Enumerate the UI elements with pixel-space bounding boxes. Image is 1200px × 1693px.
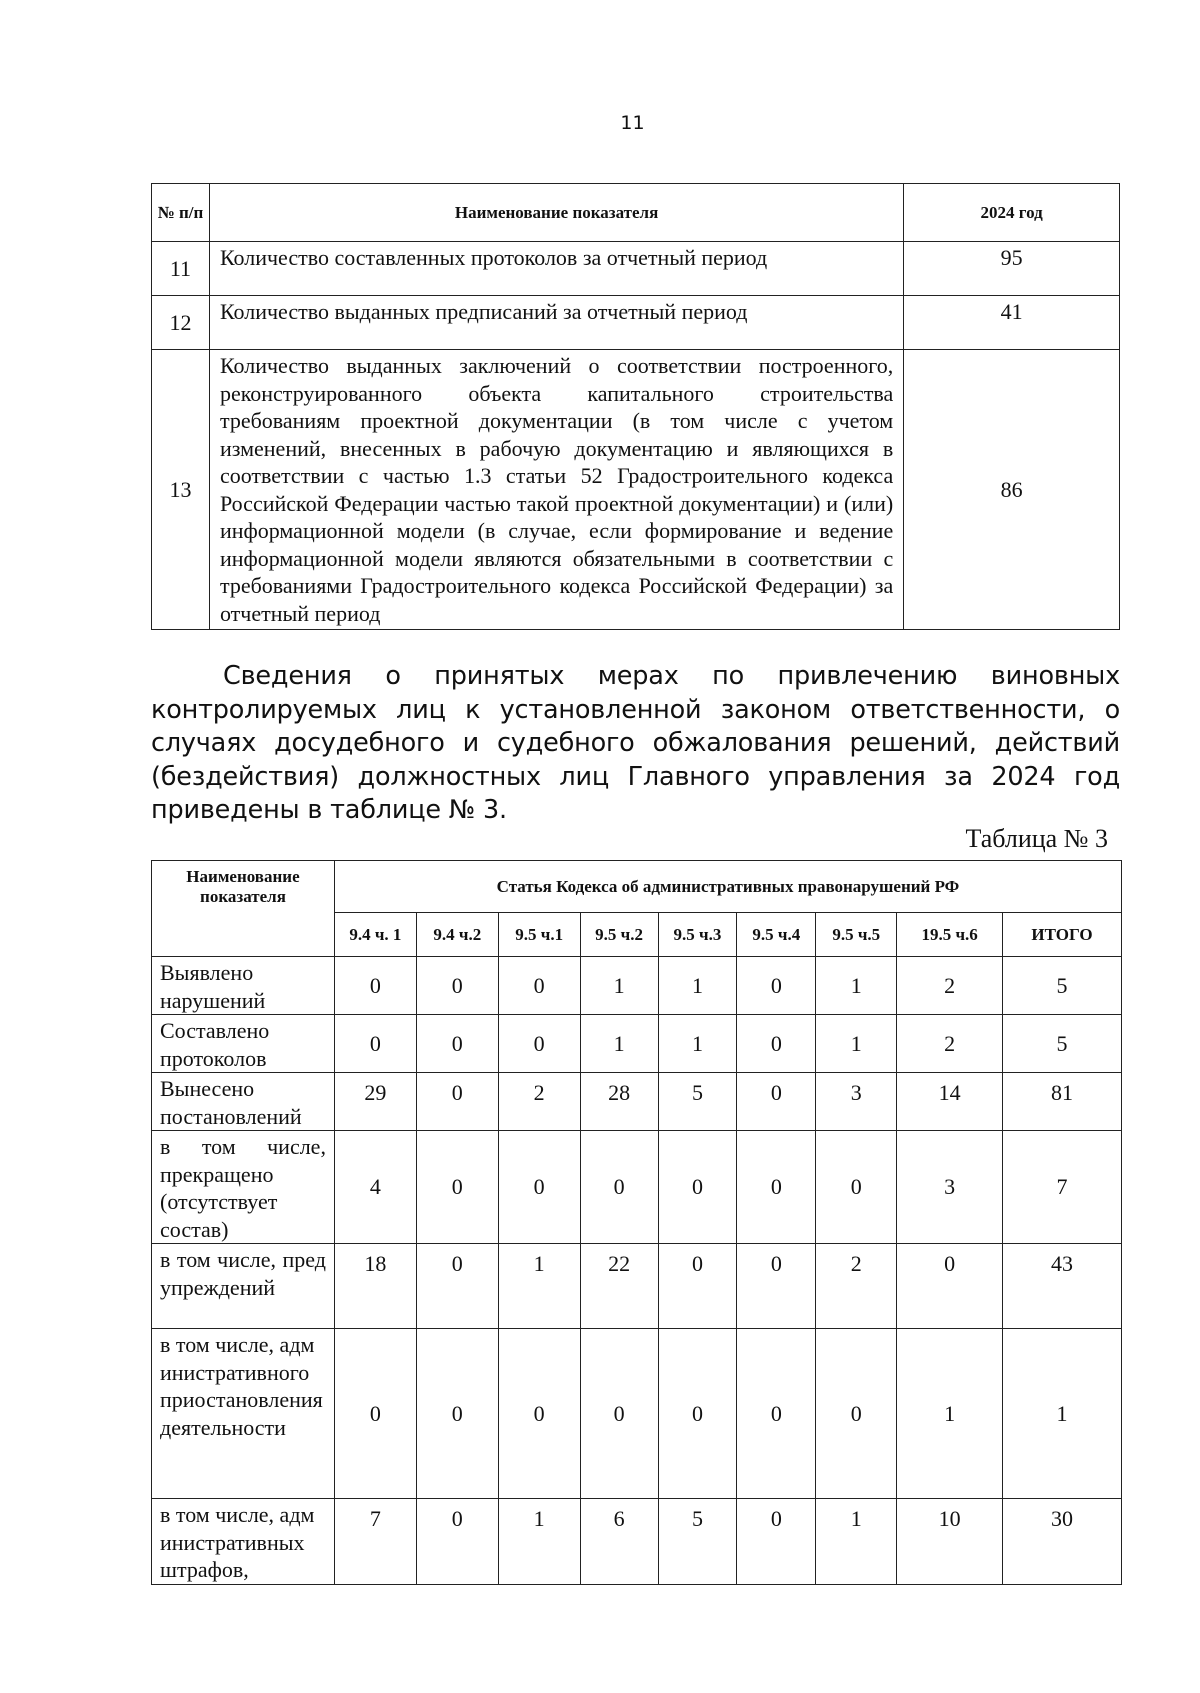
row-num: 11 [152, 242, 210, 296]
cell: 1 [580, 957, 658, 1015]
table-caption: Таблица № 3 [965, 824, 1108, 853]
cell: 0 [334, 957, 416, 1015]
header-year: 2024 год [904, 184, 1120, 242]
cell: 0 [658, 1329, 737, 1499]
row-value: 41 [904, 296, 1120, 350]
cell: 0 [580, 1329, 658, 1499]
cell: 0 [416, 1244, 498, 1329]
column-header: 9.4 ч. 1 [334, 913, 416, 957]
cell: 4 [334, 1131, 416, 1244]
cell: 0 [498, 1131, 580, 1244]
cell: 0 [334, 1329, 416, 1499]
cell: 0 [658, 1244, 737, 1329]
table-row [152, 1073, 1122, 1131]
row-name: Составлено протоколов [152, 1015, 335, 1073]
cell: 81 [1003, 1073, 1122, 1131]
column-header: 9.5 ч.1 [498, 913, 580, 957]
cell: 0 [897, 1244, 1003, 1329]
column-header: 9.5 ч.2 [580, 913, 658, 957]
cell: 0 [737, 957, 816, 1015]
header-indicator: Наименование показателя [152, 861, 335, 957]
table-row [152, 296, 1120, 350]
cell: 0 [816, 1131, 897, 1244]
column-header: ИТОГО [1003, 913, 1122, 957]
table-row [152, 242, 1120, 296]
cell: 0 [737, 1244, 816, 1329]
row-num: 13 [152, 350, 210, 630]
cell: 30 [1003, 1499, 1122, 1585]
cell: 0 [416, 1015, 498, 1073]
cell: 1 [1003, 1329, 1122, 1499]
cell: 3 [816, 1073, 897, 1131]
row-name: Вынесено постановлений [152, 1073, 335, 1131]
column-header: 19.5 ч.6 [897, 913, 1003, 957]
column-header: 9.5 ч.5 [816, 913, 897, 957]
row-name: в том числе, административных штрафов, [152, 1499, 335, 1585]
cell: 18 [334, 1244, 416, 1329]
cell: 0 [416, 1329, 498, 1499]
cell: 10 [897, 1499, 1003, 1585]
cell: 0 [737, 1499, 816, 1585]
cell: 1 [816, 1015, 897, 1073]
header-article-group: Статья Кодекса об административных правонарушений РФ [334, 861, 1121, 913]
cell: 7 [1003, 1131, 1122, 1244]
table-header-row [152, 861, 1122, 913]
table-row [152, 1131, 1122, 1244]
cell: 29 [334, 1073, 416, 1131]
cell: 2 [897, 1015, 1003, 1073]
row-num: 12 [152, 296, 210, 350]
cell: 3 [897, 1131, 1003, 1244]
violations-table [151, 860, 1122, 1585]
cell: 0 [498, 1015, 580, 1073]
column-header: 9.4 ч.2 [416, 913, 498, 957]
table-row [152, 1329, 1122, 1499]
cell: 0 [580, 1131, 658, 1244]
cell: 0 [416, 957, 498, 1015]
cell: 14 [897, 1073, 1003, 1131]
cell: 0 [498, 1329, 580, 1499]
cell: 5 [658, 1499, 737, 1585]
header-num: № п/п [152, 184, 210, 242]
cell: 5 [658, 1073, 737, 1131]
row-name: Выявлено нарушений [152, 957, 335, 1015]
column-header: 9.5 ч.4 [737, 913, 816, 957]
cell: 1 [816, 957, 897, 1015]
cell: 0 [658, 1131, 737, 1244]
cell: 6 [580, 1499, 658, 1585]
cell: 0 [737, 1329, 816, 1499]
cell: 1 [498, 1499, 580, 1585]
indicators-table [151, 183, 1120, 630]
row-name: Количество составленных протоколов за отчетный период [209, 242, 903, 296]
cell: 43 [1003, 1244, 1122, 1329]
column-header: 9.5 ч.3 [658, 913, 737, 957]
cell: 7 [334, 1499, 416, 1585]
row-name: Количество выданных предписаний за отчетный период [209, 296, 903, 350]
cell: 0 [737, 1131, 816, 1244]
cell: 2 [897, 957, 1003, 1015]
cell: 0 [816, 1329, 897, 1499]
cell: 2 [816, 1244, 897, 1329]
cell: 1 [816, 1499, 897, 1585]
info-paragraph: Сведения о принятых мерах по привлечению виновных контролируемых лиц к установленной законом ответственности, о случаях досудебного и судебного обжалования решений, действий (бездействия) должностных лиц Главного управления за 2024 год приведены в таблице № 3. [151, 661, 1120, 825]
row-name: Количество выданных заключений о соответствии построенного, реконструированного объекта капитального строительства требованиям проектной документации (в том числе с учетом изменений, внесенных в рабочую документацию и являющихся в соответствии с частью 1.3 статьи 52 Градостроительного кодекса Российской Федерации частью такой проектной документации) и (или) информационной модели (в случае, если формирование и ведение информационной модели являются обязательными в соответствии с требованиями Градостроительного кодекса Российской Федерации) за отчетный период [209, 350, 903, 630]
cell: 22 [580, 1244, 658, 1329]
cell: 1 [658, 957, 737, 1015]
row-value: 95 [904, 242, 1120, 296]
row-value: 86 [904, 350, 1120, 630]
row-name: в том числе, предупреждений [152, 1244, 335, 1329]
cell: 0 [737, 1073, 816, 1131]
header-name: Наименование показателя [209, 184, 903, 242]
table-row [152, 957, 1122, 1015]
page-number: 11 [620, 112, 645, 134]
table-row [152, 1244, 1122, 1329]
row-name: в том числе, прекращено (отсутствует состав) [152, 1131, 335, 1244]
table-row [152, 350, 1120, 630]
cell: 1 [580, 1015, 658, 1073]
cell: 1 [658, 1015, 737, 1073]
cell: 5 [1003, 957, 1122, 1015]
cell: 28 [580, 1073, 658, 1131]
table-row [152, 1015, 1122, 1073]
cell: 0 [416, 1073, 498, 1131]
cell: 1 [498, 1244, 580, 1329]
cell: 0 [416, 1499, 498, 1585]
cell: 0 [737, 1015, 816, 1073]
table-row [152, 1499, 1122, 1585]
cell: 0 [416, 1131, 498, 1244]
cell: 0 [498, 957, 580, 1015]
cell: 0 [334, 1015, 416, 1073]
row-name: в том числе, административного приостановления деятельности [152, 1329, 335, 1499]
table-header-row [152, 184, 1120, 242]
cell: 1 [897, 1329, 1003, 1499]
cell: 2 [498, 1073, 580, 1131]
cell: 5 [1003, 1015, 1122, 1073]
